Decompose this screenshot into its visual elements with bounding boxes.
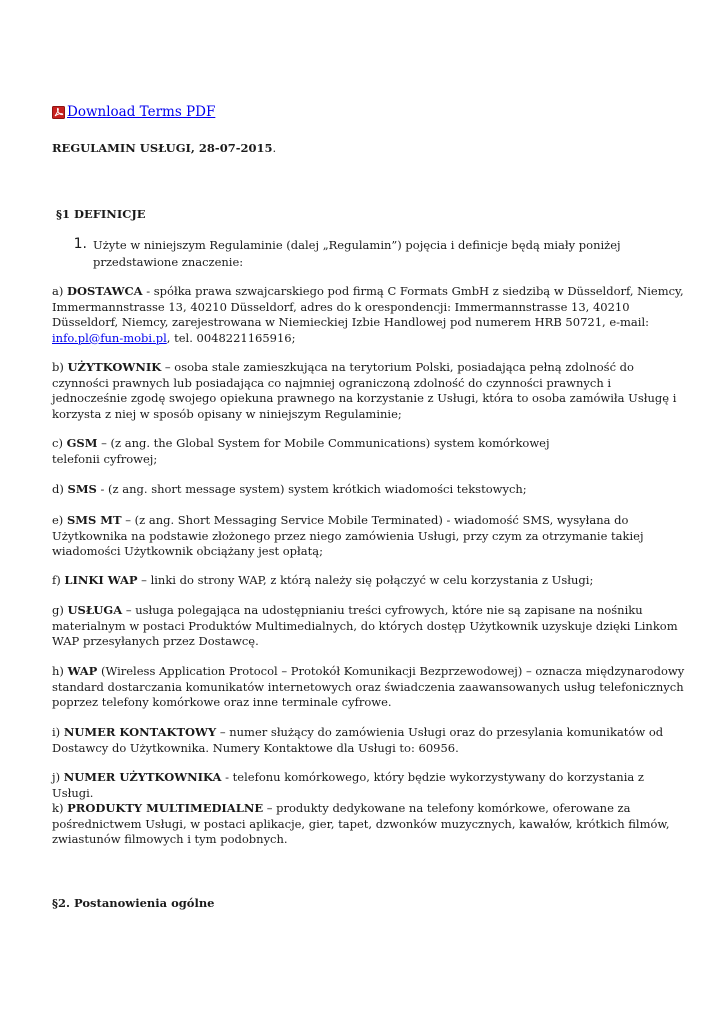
download-terms-pdf-link[interactable]: Download Terms PDF: [67, 104, 216, 120]
section-2-heading: §2. Postanowienia ogólne: [52, 896, 215, 910]
definition-d: [52, 482, 685, 498]
email-link[interactable]: info.pl@fun-mobi.pl: [52, 330, 167, 345]
definition-c: [52, 436, 685, 467]
definition-text: – linki do strony WAP, z którą należy się połączyć w celu korzystania z Usługi;: [137, 573, 594, 587]
definition-prefix: f): [52, 573, 65, 587]
definition-prefix: c): [52, 436, 67, 450]
definition-text: – osoba stale zamieszkująca na terytorium Polski, posiadająca pełną zdolność do czynności prawnych lub posiadająca co najmniej ograniczoną zdolność do czynności prawnych i jednocześnie zgodę swojego opiekuna prawnego na korzystanie z Usługi, która to osoba zamówiła Usługę i korzysta z niej w sposób opisany w niniejszym Regulaminie;: [52, 360, 677, 421]
definition-text: – produkty dedykowane na telefony komórkowe, oferowane za pośrednictwem Usługi, w postaci aplikacje, gier, tapet, dzwonków muzycznych, kawałów, krótkich filmów, zwiastunów filmowych i tym podobnych.: [52, 801, 670, 846]
definition-f: [52, 573, 685, 589]
list-number: 1.: [73, 236, 87, 252]
pdf-file-icon: [52, 106, 65, 119]
definition-prefix: h): [52, 664, 68, 678]
definition-text: - (z ang. short message system) system krótkich wiadomości tekstowych;: [96, 482, 527, 496]
definition-term: NUMER UŻYTKOWNIKA: [63, 770, 222, 784]
definition-text: – numer służący do zamówienia Usługi oraz do przesylania komunikatów od Dostawcy do Użytkownika. Numery Kontaktowe dla Usługi to: 60956.: [52, 725, 664, 755]
download-terms: [52, 104, 685, 120]
definition-h: [52, 664, 685, 711]
page-title: [52, 141, 685, 155]
definition-prefix: d): [52, 482, 68, 496]
definition-prefix: i): [52, 725, 64, 739]
definition-prefix: g): [52, 603, 68, 617]
ordered-list-item: [52, 236, 685, 271]
definition-term: WAP: [67, 664, 98, 678]
definition-term: NUMER KONTAKTOWY: [63, 725, 217, 739]
list-text: Użyte w niniejszym Regulaminie (dalej „Regulamin”) pojęcia i definicje będą miały poniżej przedstawione znaczenie:: [93, 238, 621, 269]
definition-text: – usługa polegająca na udostępnianiu treści cyfrowych, które nie są zapisane na nośniku materialnym w postaci Produktów Multimedialnych, do których dostęp Użytkownik uzyskuje dzięki Linkom WAP przesyłanych przez Dostawcę.: [52, 603, 678, 648]
definition-text: - spółka prawa szwajcarskiego pod firmą C Formats GmbH z siedzibą w Düsseldorf, Niemcy, Immermannstrasse 13, 40210 Düsseldorf, adres do k orespondencji: Immermannstrasse 13, 40210 Düsseldorf, Niemcy, zarejestrowana w Niemieckiej Izbie Handlowej pod numerem HRB 50721, e-mail:: [52, 284, 684, 329]
definition-term: SMS MT: [66, 513, 122, 527]
definition-text: – (z ang. Short Messaging Service Mobile Terminated) - wiadomość SMS, wysyłana do Użytkownika na podstawie złożonego przez niego zamówienia Usługi, przy czym za otrzymanie takiej wiadomości Użytkownik obciążany jest opłatą;: [52, 513, 644, 558]
definition-text-line2: telefonii cyfrowej;: [52, 451, 158, 466]
definition-i: [52, 725, 685, 756]
definition-k: [52, 801, 685, 848]
definition-j: [52, 770, 685, 801]
definition-g: [52, 603, 685, 650]
definition-prefix: a): [52, 284, 67, 298]
page-title-text: REGULAMIN USŁUGI, 28-07-2015: [52, 141, 273, 155]
definition-term: DOSTAWCA: [67, 284, 143, 298]
definition-term: SMS: [67, 482, 97, 496]
definition-a: [52, 284, 685, 346]
definition-text-tail: , tel. 0048221165916;: [166, 330, 296, 345]
definition-term: LINKI WAP: [64, 573, 138, 587]
definition-e: [52, 513, 685, 560]
definition-term: PRODUKTY MULTIMEDIALNE: [67, 801, 264, 815]
definition-term: GSM: [66, 436, 98, 450]
definition-text: - telefonu komórkowego, który będzie wykorzystywany do korzystania z Usługi.: [52, 770, 644, 800]
definition-term: UŻYTKOWNIK: [67, 360, 162, 374]
page-title-suffix: .: [272, 141, 277, 155]
definition-text: – (z ang. the Global System for Mobile Communications) system komórkowej: [97, 436, 550, 450]
definition-prefix: b): [52, 360, 68, 374]
definition-b: [52, 360, 685, 422]
definition-prefix: j): [52, 770, 64, 784]
definition-text: (Wireless Application Protocol – Protokół Komunikacji Bezprzewodowej) – oznacza międzynarodowy standard dostarczania komunikatów internetowych oraz świadczenia zaawansowanych usług telefonicznych poprzez telefony komórkowe oraz inne terminale cyfrowe.: [52, 664, 685, 709]
definition-prefix: k): [52, 801, 68, 815]
section-1-heading: §1 DEFINICJE: [56, 207, 146, 221]
definition-term: USŁUGA: [67, 603, 123, 617]
definition-prefix: e): [52, 513, 67, 527]
